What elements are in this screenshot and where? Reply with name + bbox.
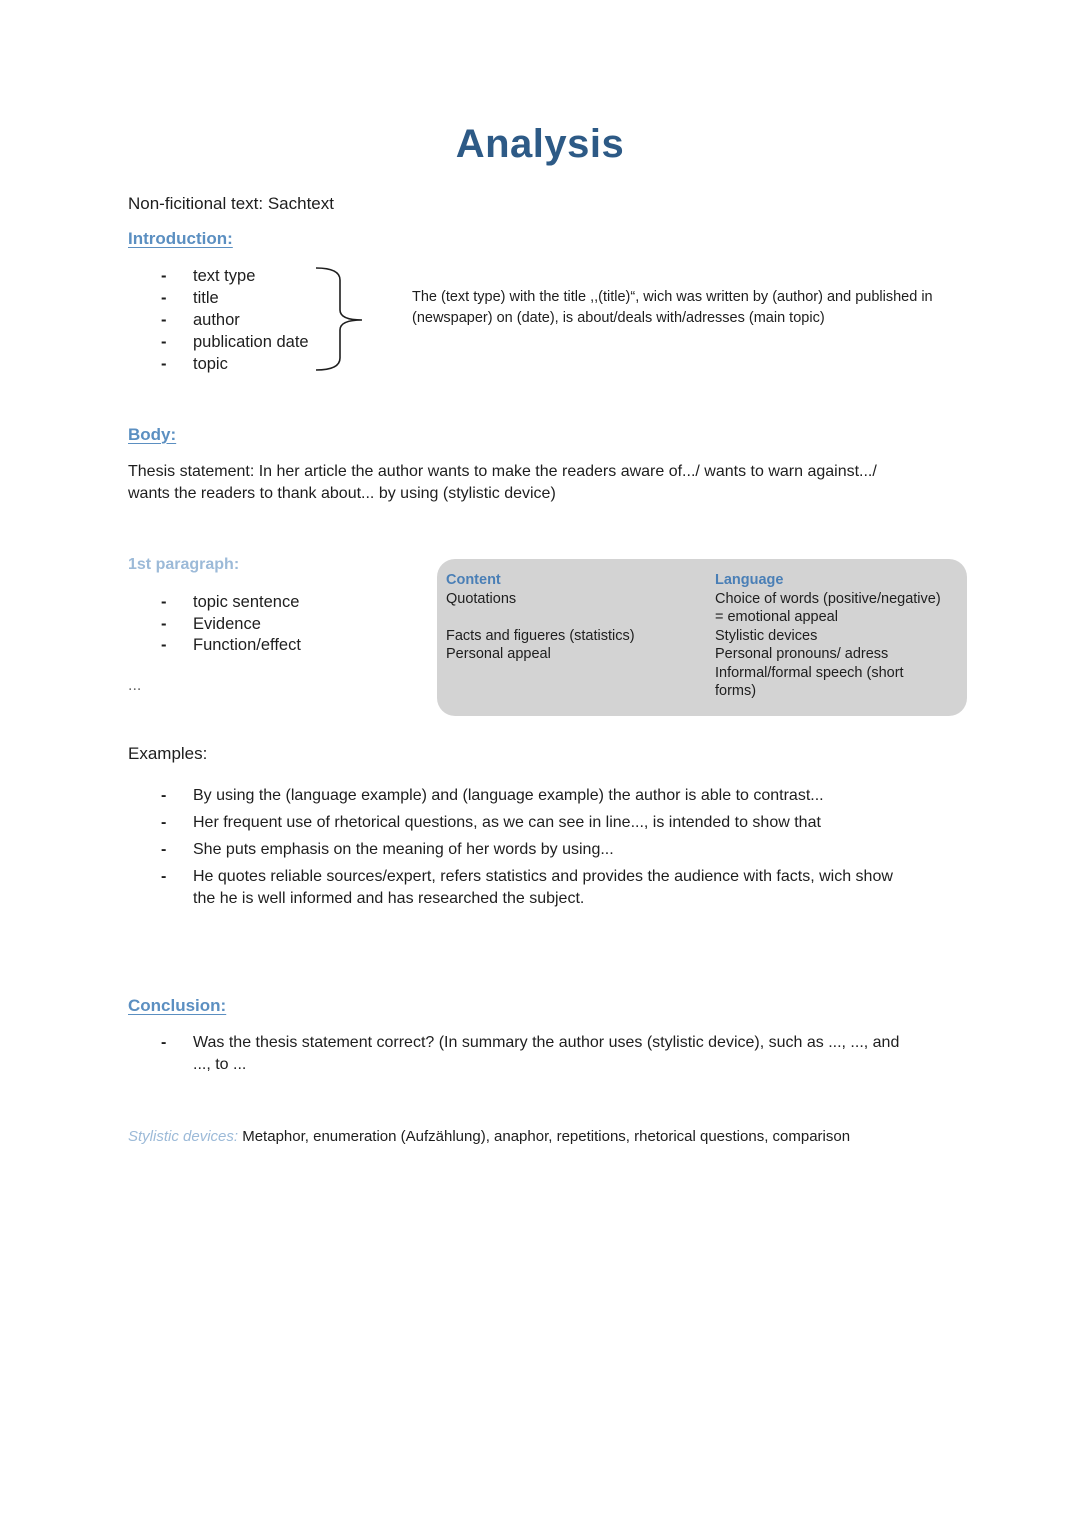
language-line: = emotional appeal: [715, 609, 838, 625]
list-item: - topic sentence: [128, 592, 388, 614]
thesis-line-1: Thesis statement: In her article the author wants to make the readers aware of.../ wants to warn against.../: [128, 463, 877, 480]
list-item: - Function/effect: [128, 635, 388, 657]
thesis-line-2: wants the readers to thank about... by using (stylistic device): [128, 485, 556, 502]
conclusion-line-1: - Was the thesis statement correct? (In summary the author uses (stylistic device), such as ..., ..., and: [193, 1034, 900, 1051]
list-item: [128, 1032, 988, 1076]
list-item: - Her frequent use of rhetorical questions, as we can see in line..., is intended to show that: [128, 812, 988, 834]
example-line-cont: the he is well informed and has researched the subject.: [193, 890, 585, 907]
stylistic-devices-text: Metaphor, enumeration (Aufzählung), anaphor, repetitions, rhetorical questions, comparison: [242, 1128, 851, 1145]
content-line: Quotations: [446, 590, 517, 607]
list-item: - title: [128, 287, 348, 309]
stylistic-devices-label: Stylistic devices:: [128, 1128, 239, 1145]
language-line: Informal/formal speech (short: [715, 664, 904, 681]
language-line: Stylistic devices: [715, 627, 818, 644]
stylistic-devices-line: [128, 1127, 850, 1147]
list-item: - text type: [128, 265, 348, 287]
doc-subtitle: Non-ficitional text: Sachtext: [128, 194, 334, 213]
intro-template-line-2: (newspaper) on (date), is about/deals with/adresses (main topic): [412, 310, 825, 326]
conclusion-list: [128, 1032, 988, 1076]
list-item: - By using the (language example) and (language example) the author is able to contrast...: [128, 785, 988, 807]
content-column: [446, 571, 635, 664]
content-head: Content: [446, 572, 501, 588]
ellipsis: ...: [128, 677, 142, 694]
page-title: Analysis: [455, 122, 625, 166]
list-item: - She puts emphasis on the meaning of her words by using...: [128, 839, 988, 861]
curly-brace-icon: [312, 266, 368, 372]
conclusion-line-2: ..., to ...: [193, 1056, 247, 1073]
content-line: Personal appeal: [446, 646, 551, 662]
list-item: - author: [128, 309, 348, 331]
conclusion-heading: Conclusion:: [128, 996, 227, 1015]
language-line: Personal pronouns/ adress: [715, 646, 889, 662]
body-heading: Body:: [128, 425, 177, 444]
list-item: [128, 866, 988, 910]
paragraph-heading: 1st paragraph:: [128, 556, 240, 573]
examples-heading: Examples:: [128, 744, 208, 763]
list-item: - Evidence: [128, 614, 388, 636]
language-head: Language: [715, 572, 784, 588]
language-line: Choice of words (positive/negative): [715, 590, 941, 607]
paragraph-list: [128, 592, 388, 657]
list-item: - publication date: [128, 331, 348, 353]
list-item: - topic: [128, 353, 348, 375]
language-column: [715, 571, 941, 701]
intro-template-line-1: The (text type) with the title ,,(title)“, wich was written by (author) and published in: [412, 289, 933, 305]
content-language-box: [437, 559, 967, 716]
language-line: forms): [715, 683, 757, 699]
introduction-heading: Introduction:: [128, 229, 233, 248]
content-line: Facts and figueres (statistics): [446, 627, 635, 644]
content-line: [446, 608, 635, 627]
example-line: - He quotes reliable sources/expert, refers statistics and provides the audience with facts, wich show: [193, 868, 893, 885]
examples-list: [128, 785, 988, 910]
